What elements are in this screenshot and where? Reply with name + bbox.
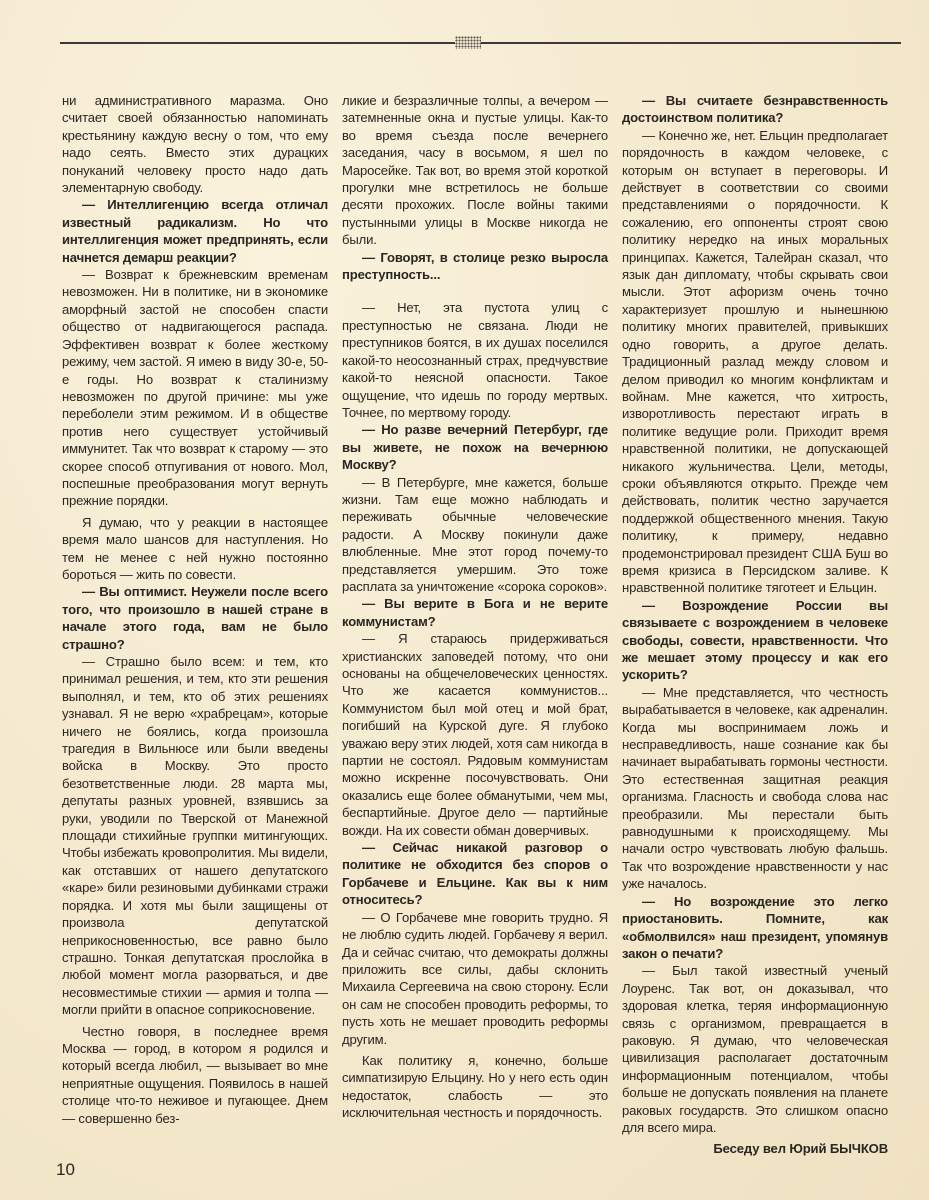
interview-question: — Но возрождение это легко приостановить. Помните, как «обмолвился» наш президент, упомянув закон о печати? [622,893,888,961]
interview-question: — Говорят, в столице резко выросла преступность... [342,249,608,283]
byline-signature: Беседу вел Юрий БЫЧКОВ [713,1141,888,1157]
interview-answer: Я думаю, что у реакции в настоящее время мало шансов для наступления. Но тем не менее с ней нужно постоянно бороться — жить по совести. [62,514,328,582]
interview-answer: Как политику я, конечно, больше симпатизирую Ельцину. Но у него есть один недостаток, слабость — это исключительная честность и порядочность. [342,1052,608,1121]
interview-question: — Сейчас никакой разговор о политике не обходится без споров о Горбачеве и Ельцине. Как вы к ним относитесь? [342,840,608,908]
interview-question: — Возрождение России вы связываете с возрождением в человеке свободы, совести, нравственности. Что же мешает этому процессу и как его ускорить? [622,597,888,683]
page-number: 10 [56,1160,75,1179]
header-rule-ornament [455,36,481,49]
interview-answer: — В Петербурге, мне кажется, больше жизни. Там еще можно наблюдать и переживать обычные человеческие радости. А Москву покинули даже влюбленные. Мне этот город почему-то представляется умершим. Это тоже расплата за уничтожение «сорока сороков». [342,474,608,594]
interview-question: — Вы верите в Бога и не верите коммунистам? [342,596,608,629]
article-column-3 [622,92,888,1157]
interview-answer: — О Горбачеве мне говорить трудно. Я не люблю судить людей. Горбачеву я верил. Да и сейчас считаю, что демократы должны приложить все силы, дабы склонить Михаила Сергеевича на свою сторону. Если он сам не способен проводить реформы, то пусть хоть не мешает проводить реформы другим. [342,909,608,1047]
interview-answer: — Был такой известный ученый Лоуренс. Так вот, он доказывал, что здоровая клетка, теряя информационную связь с организмом, превращается в раковую. Я думаю, что человеческая цивилизация располагает достаточным информационным потенциалом, чтобы больше не допускать появления на планете раковых государств. Это слишком опасно для всего мира. [622,963,888,1135]
interview-answer: — Конечно же, нет. Ельцин предполагает порядочность в каждом человеке, с которым он вступает в переговоры. И действует в соответствии со своими представлениями о порядочности. К сожалению, его оппоненты строят свою политику нередко на иных моральных принципах. Кажется, Талейран сказал, что язык дан дипломату, чтобы скрывать свои мысли. Этот афоризм очень точно характеризует прошлую и нынешнюю политику многих правителей, привыкших одно говорить, а другое делать. Традиционный разлад между словом и делом приводил ко многим конфликтам и войнам. Мне кажется, что хитрость, изворотливость перестают играть в политике ведущие роли. Приходит время нравственной политики, не допускающей никакого жульничества. Цели, методы, сроки объявляются открыто. Прежде чем действовать, политик честно заручается поддержкой общественного мнения. Такую политику, к примеру, недавно продемонстрировал президент США Буш во время кризиса в Персидском заливе. К нравственной политике тяготеет и Ельцин. [622,127,888,596]
interview-answer: — Возврат к брежневским временам невозможен. Ни в политике, ни в экономике аморфный застой не способен спасти общество от надвигающегося распада. Эффективен возврат к более жесткому режиму, чем застой. Я имею в виду 30-е, 50-е годы. Но возврат к сталинизму невозможен по другой причине: мы уже переболели этим режимом. И в обществе против него существует устойчивый иммунитет. Так что возврат к старому — это скорее способ отпугивания от нового. Мол, поспешные преобразования могут вернуть прежние порядки. [62,267,328,509]
interview-question: — Вы оптимист. Неужели после всего того, что произошло в нашей стране в начале этого года, вам не было страшно? [62,584,328,652]
interview-question: — Вы считаете безнравственность достоинством политика? [622,93,888,126]
article-column-1 [62,92,328,1127]
continued-paragraph: ни административного маразма. Оно считает своей обязанностью напоминать крестьянину каждую весну о том, что ему надо сеять. Вместо этих дурацких понуканий человеку просто надо дать элементарную свободу. [62,93,328,196]
interview-question: — Но разве вечерний Петербург, где вы живете, не похож на вечернюю Москву? [342,422,608,473]
article-column-2 [342,92,608,1122]
interview-answer: — Я стараюсь придерживаться христианских заповедей потому, что они основаны на общечеловеческих ценностях. Что же касается коммунистов... Коммунистом был мой отец и мой брат, погибший на Курской дуге. Я глубоко уважаю веру этих людей, хотя сам никогда в партии не состоял. Рядовым коммунистам можно искренне посочувствовать. Они оказались еще более обманутыми, чем мы, беспартийные. Другое дело — партийные вожди. На их совести обман доверчивых. [342,631,608,838]
interview-answer: — Мне представляется, что честность вырабатывается в человеке, как адреналин. Когда мы воспринимаем ложь и несправедливость, наше сознание как бы начинает вырабатывать гормоны честности. Это естественная защитная реакция организма. Гласность и свобода слова нас преобразили. Мы перестали быть равнодушными к происходящему. Мы начали остро чувствовать любую фальшь. Так что возрождение нравственности у нас уже началось. [622,684,888,892]
continued-paragraph: ликие и безразличные толпы, а вечером — затемненные окна и пустые улицы. Как-то во время съезда после вечернего заседания, часу в восьмом, я шел по Маросейке. Так вот, во время этой короткой прогулки мне встретилось не больше десяти прохожих. После войны такими пустынными улицы в Москве никогда не были. [342,93,608,248]
interview-answer: — Страшно было всем: и тем, кто принимал решения, и тем, кто эти решения выполнял, и тем, кто об этих решениях узнавал. Я не верю «храбрецам», которые ничего не боялись, когда произошла трагедия в Вильнюсе или были введены войска в Москву. Это просто безответственные люди. 28 марта мы, депутаты разных уровней, взявшись за руки, уводили по Тверской от Манежной площади стихийные группки митингующих. Чтобы избежать кровопролития. Мы видели, как отставших от нашего депутатского «каре» били резиновыми дубинками стражи порядка. И хотя мы были защищены от произвола депутатской неприкосновенностью, все равно было страшно. Тонкая депутатская прослойка в любой момент могла разорваться, и две несовместимые стихии — армия и толпа — могли прийти в опасное соприкосновение. [62,654,328,1018]
interview-answer: — Нет, эта пустота улиц с преступностью не связана. Люди не преступников боятся, в их душах поселился какой-то неосознанный страх, предчувствие какой-то неясной опасности. Такое ощущение, что идешь по городу мертвых. Точнее, по мертвому городу. [342,300,608,420]
interview-question: — Интеллигенцию всегда отличал известный радикализм. Но что интеллигенция может предпринять, если начнется демарш реакции? [62,197,328,265]
interview-answer: Честно говоря, в последнее время Москва — город, в котором я родился и который всегда любил, — вызывает во мне неприятные ощущения. Появилось в нашей столице что-то неживое и пугающее. Днем — совершенно без- [62,1023,328,1126]
